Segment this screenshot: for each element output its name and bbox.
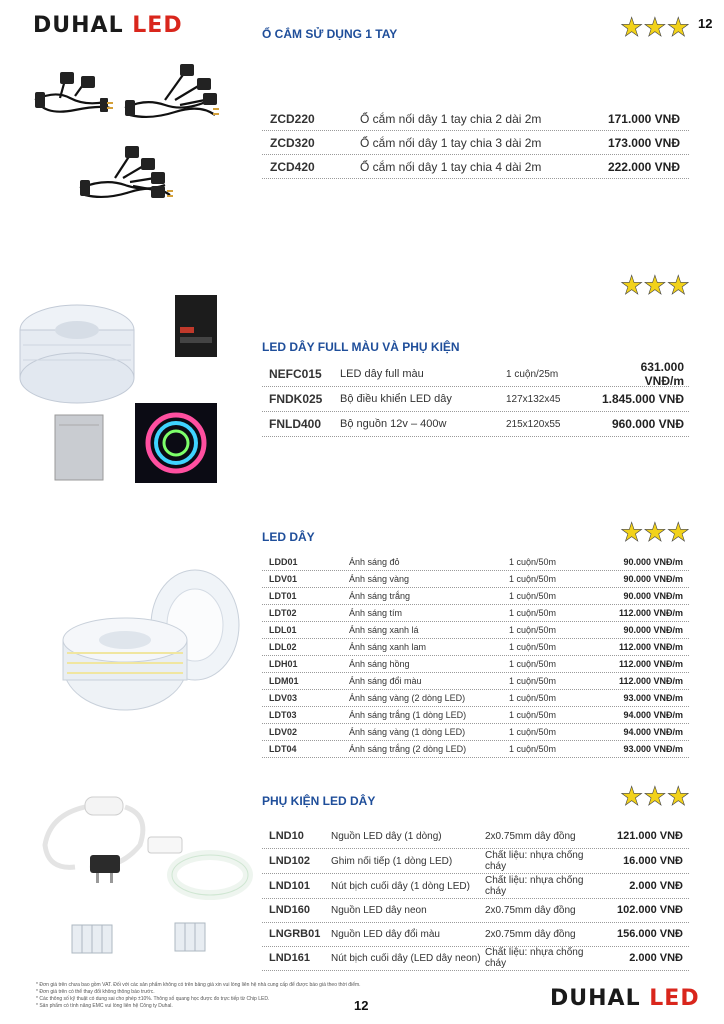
- table-row: LDH01 Ánh sáng hồng 1 cuộn/50m 112.000 VNĐ/m: [262, 656, 689, 673]
- table-row: LDT02 Ánh sáng tím 1 cuộn/50m 112.000 VNĐ/m: [262, 605, 689, 622]
- led-strip-reel-illustration: [55, 565, 245, 725]
- power-strip-illustration: [15, 60, 255, 235]
- rating-stars: ★★★: [620, 271, 690, 301]
- duhal-logo: DUHAL LED: [33, 13, 183, 38]
- section-title-phu-kien-led-day: PHỤ KIỆN LED DÂY: [262, 794, 376, 808]
- table-row: LDM01 Ánh sáng đổi màu 1 cuộn/50m 112.000 VNĐ/m: [262, 673, 689, 690]
- table-row: LND10 Nguồn LED dây (1 dòng) 2x0.75mm dây đồng 121.000 VNĐ: [262, 824, 689, 849]
- section-title-led-day: LED DÂY: [262, 530, 315, 544]
- table-row: LDL01 Ánh sáng xanh lá 1 cuộn/50m 90.000 VNĐ/m: [262, 622, 689, 639]
- table-row: ZCD420 Ổ cắm nối dây 1 tay chia 4 dài 2m 222.000 VNĐ: [262, 155, 689, 179]
- table-row: LDD01 Ánh sáng đỏ 1 cuộn/50m 90.000 VNĐ/m: [262, 554, 689, 571]
- table-row: ZCD320 Ổ cắm nối dây 1 tay chia 3 dài 2m 173.000 VNĐ: [262, 131, 689, 155]
- rating-stars: ★★★: [620, 518, 690, 548]
- table-row: LDT04 Ánh sáng trắng (2 dòng LED) 1 cuộn/50m 93.000 VNĐ/m: [262, 741, 689, 758]
- footnotes: * Đơn giá trên chưa bao gồm VAT. Đối với các sản phẩm không có trên bảng giá xin vui lòng liên hệ nhà cung cấp để được báo giá theo thời điểm. * Đơn giá trên có thể thay đổi không thông báo trước. * Các thông số kỹ thuật có dung sai cho phép ±10%. Thông số quang học được đo trực tiếp từ Chip LED. * Sản phẩm có tính năng EMC vui lòng liên hệ Công ty Duhal.: [36, 982, 361, 1009]
- section-title-led-full-mau: LED DÂY FULL MÀU VÀ PHỤ KIỆN: [262, 340, 460, 354]
- section-title-o-cam: Ổ CẮM SỬ DỤNG 1 TAY: [262, 27, 398, 41]
- table-row: LDV01 Ánh sáng vàng 1 cuộn/50m 90.000 VNĐ/m: [262, 571, 689, 588]
- led-accessories-illustration: [30, 795, 255, 970]
- table-row: NEFC015 LED dây full màu 1 cuộn/25m 631.000 VNĐ/m: [262, 362, 689, 387]
- page-number: 12: [698, 16, 713, 31]
- rgb-led-kit-illustration: [15, 285, 225, 490]
- table-row: LDL02 Ánh sáng xanh lam 1 cuộn/50m 112.000 VNĐ/m: [262, 639, 689, 656]
- table-row: LDV02 Ánh sáng vàng (1 dòng LED) 1 cuộn/50m 94.000 VNĐ/m: [262, 724, 689, 741]
- rating-stars: ★★★: [620, 782, 690, 812]
- table-row: LDT01 Ánh sáng trắng 1 cuộn/50m 90.000 VNĐ/m: [262, 588, 689, 605]
- table-row: FNLD400 Bộ nguồn 12v – 400w 215x120x55 960.000 VNĐ: [262, 412, 689, 437]
- table-row: LDT03 Ánh sáng trắng (1 dòng LED) 1 cuộn/50m 94.000 VNĐ/m: [262, 707, 689, 724]
- table-row: LND102 Ghim nối tiếp (1 dòng LED) Chất liệu: nhựa chống cháy 16.000 VNĐ: [262, 849, 689, 874]
- table-row: LND161 Nút bịch cuối dây (LED dây neon) Chất liệu: nhựa chống cháy 2.000 VNĐ: [262, 946, 689, 971]
- table-row: LDV03 Ánh sáng vàng (2 dòng LED) 1 cuộn/50m 93.000 VNĐ/m: [262, 690, 689, 707]
- table-row: FNDK025 Bộ điều khiển LED dây 127x132x45 1.845.000 VNĐ: [262, 387, 689, 412]
- rating-stars: ★★★: [620, 13, 690, 43]
- table-row: ZCD220 Ổ cắm nối dây 1 tay chia 2 dài 2m 171.000 VNĐ: [262, 107, 689, 131]
- table-row: LNGRB01 Nguồn LED dây đổi màu 2x0.75mm dây đồng 156.000 VNĐ: [262, 922, 689, 947]
- table-row: LND101 Nút bịch cuối dây (1 dòng LED) Chất liệu: nhựa chống cháy 2.000 VNĐ: [262, 874, 689, 899]
- table-row: LND160 Nguồn LED dây neon 2x0.75mm dây đồng 102.000 VNĐ: [262, 898, 689, 923]
- duhal-logo-footer: DUHAL LED: [550, 986, 700, 1011]
- page-number-footer: 12: [354, 998, 369, 1013]
